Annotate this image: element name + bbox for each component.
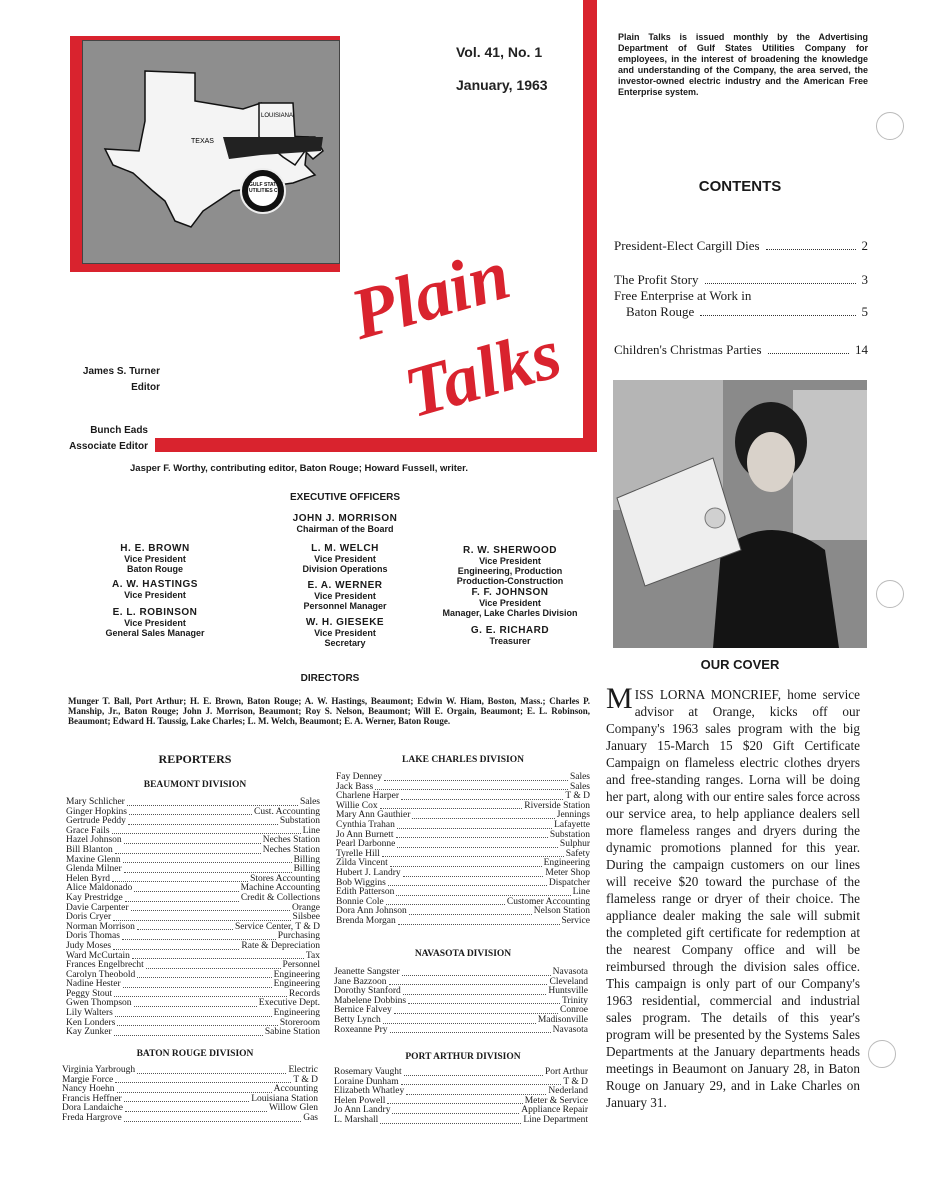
reporter-department: Orange [292, 902, 320, 913]
leader-dots [380, 1116, 521, 1124]
leader-dots [412, 811, 554, 819]
reporter-name: Gwen Thompson [66, 998, 132, 1009]
reporter-name: Fay Denney [336, 772, 383, 782]
reporter-name: Pearl Darbonne [336, 839, 396, 850]
executive-officers-heading: EXECUTIVE OFFICERS [289, 492, 400, 503]
reporter-name: Charlene Harper [336, 791, 400, 802]
svg-text:Talks: Talks [395, 312, 570, 430]
texas-louisiana-map-icon [83, 41, 339, 263]
reporter-department: Engineering [273, 969, 320, 980]
officer-subtitle: Manager, Lake Charles Division [442, 608, 578, 618]
reporter-name: Maxine Glenn [66, 854, 121, 865]
officers-left-column [90, 544, 220, 638]
map-label-texas: TEXAS [191, 138, 214, 145]
leader-dots [124, 865, 292, 873]
reporter-name: Carolyn Theobold [66, 969, 136, 980]
officer-title: Vice President [479, 598, 541, 608]
contents-item-title: The Profit Story [614, 272, 699, 287]
editor-block [40, 364, 160, 396]
leader-dots [409, 907, 532, 915]
reporter-department: Engineering [273, 979, 320, 990]
reporter-department: Credit & Collections [240, 892, 320, 903]
directors-list: Munger T. Ball, Port Arthur; H. E. Brown, Baton Rouge; A. W. Hastings, Beaumont; Edwin W. Hiam, Boston, Mass.; Charles P. Manship, Jr., Baton Rouge; John J. Morrison, Beaumont; Roy S. Nelson, Beaumont; Will E. Orgain, Beaumont; E. L. Robinson, Beaumont; Edward H. Taussig, Lake Charles; L. M. Welch, Beaumont; E. A. Werner, Baton Rouge. [68, 696, 590, 726]
reporter-name: Ginger Hopkins [66, 806, 127, 817]
reporter-name: L. Marshall [334, 1114, 379, 1125]
reporter-department: T & D [565, 791, 590, 802]
reporter-name: Rosemary Vaught [334, 1067, 402, 1077]
leader-dots [114, 1028, 263, 1036]
reporter-name: Bonnie Cole [336, 896, 384, 907]
leader-dots [137, 971, 271, 979]
officer-subtitle: Personnel Manager [303, 601, 387, 611]
port-arthur-roster [334, 1068, 588, 1126]
reporter-department: Billing [293, 864, 320, 875]
officer-title: Vice President [314, 591, 376, 601]
leader-dots [123, 980, 272, 988]
editor-title: Editor [131, 382, 160, 393]
contents-item-page: 2 [861, 238, 868, 253]
reporter-name: Tyrelle Hill [336, 848, 380, 859]
reporter-name: Loraine Dunham [334, 1076, 399, 1087]
reporter-department: Customer Accounting [506, 896, 590, 907]
reporter-department: Personnel [282, 960, 320, 971]
reporter-department: Electric [288, 1065, 318, 1075]
officer-entry [250, 618, 440, 648]
seal-text: GULF STATES UTILITIES CO. [249, 182, 283, 194]
reporter-name: Dora Landaiche [62, 1103, 123, 1114]
map-label-louisiana: LOUISIANA [261, 113, 294, 119]
reporter-department: Stores Accounting [250, 873, 320, 884]
red-frame-bottom [155, 438, 597, 452]
officer-title: Vice President [479, 556, 541, 566]
reporter-name: Lily Walters [66, 1008, 113, 1019]
reporter-name: Helen Powell [334, 1095, 386, 1106]
reporter-department: Appliance Repair [521, 1105, 588, 1116]
officer-subtitle: Baton Rouge [127, 564, 183, 574]
leader-dots [397, 840, 558, 848]
reporter-department: Records [288, 988, 320, 999]
reporter-row [334, 1116, 588, 1126]
port-arthur-division-heading: PORT ARTHUR DIVISION [405, 1052, 521, 1062]
reporter-department: Cust. Accounting [254, 806, 320, 817]
reporter-department: Gas [303, 1112, 318, 1123]
officer-name: W. H. GIESEKE [305, 617, 385, 628]
reporter-name: Jeanette Sangster [334, 967, 400, 977]
leader-dots [134, 884, 238, 892]
leader-dots [124, 836, 261, 844]
reporter-department: Trinity [561, 995, 588, 1006]
reporter-department: Storeroom [279, 1017, 320, 1028]
reporter-row [334, 1026, 588, 1036]
officer-subtitle: Secretary [324, 638, 366, 648]
reporter-department: Meter Shop [545, 867, 590, 878]
officer-name: A. W. HASTINGS [112, 579, 198, 590]
leader-dots [396, 888, 570, 896]
binder-hole-bottom [868, 1040, 896, 1068]
reporter-name: Doris Thomas [66, 931, 120, 942]
leader-dots [132, 952, 304, 960]
reporter-name: Kay Prestridge [66, 892, 123, 903]
reporter-row [336, 917, 590, 927]
reporter-department: Meter & Service [524, 1095, 588, 1106]
reporter-name: Hubert J. Landry [336, 867, 401, 878]
leader-dots [387, 1097, 522, 1105]
reporter-name: Bill Blanton [66, 844, 113, 855]
drop-cap: M [606, 682, 633, 715]
officer-subtitle: General Sales Manager [105, 628, 205, 638]
reporter-department: Sulphur [559, 839, 590, 850]
leader-dots [388, 879, 547, 887]
reporter-name: Nancy Hoehn [62, 1084, 115, 1095]
reporter-department: Louisiana Station [251, 1093, 318, 1104]
reporter-department: Willow Glen [269, 1103, 318, 1114]
reporter-department: Silsbee [292, 912, 320, 923]
reporter-department: Huntsville [548, 986, 588, 997]
reporter-name: Dora Ann Johnson [336, 906, 407, 917]
associate-editor-name: Bunch Eads [90, 425, 148, 436]
reporter-department: Nelson Station [533, 906, 590, 917]
associate-editor-block [40, 423, 148, 455]
leader-dots [127, 798, 298, 806]
leader-dots [403, 987, 547, 995]
reporter-department: Navasota [552, 967, 588, 977]
leader-dots [401, 792, 563, 800]
officer-name: F. F. JOHNSON [471, 587, 549, 598]
reporter-name: Freda Hargrove [62, 1112, 122, 1123]
reporter-name: Helen Byrd [66, 873, 111, 884]
leader-dots [128, 817, 278, 825]
leader-dots [131, 904, 291, 912]
reporter-department: Line [572, 887, 590, 898]
officer-name: G. E. RICHARD [470, 625, 550, 636]
reporter-department: Machine Accounting [240, 883, 320, 894]
leader-dots [134, 999, 257, 1007]
reporters-heading: REPORTERS [158, 752, 232, 766]
contents-item-page: 3 [861, 272, 868, 287]
reporter-name: Peggy Stout [66, 988, 113, 999]
officer-subtitle: Engineering, Production [457, 566, 563, 576]
lake-charles-roster [336, 773, 590, 927]
officer-entry [90, 608, 220, 638]
leader-dots [129, 808, 252, 816]
leader-dots [124, 1095, 250, 1103]
leader-dots [384, 773, 568, 781]
reporter-name: Jack Bass [336, 781, 374, 792]
contents-item-title-cont: Baton Rouge [626, 304, 695, 319]
leader-dots [403, 869, 544, 877]
reporter-department: Accounting [273, 1084, 318, 1095]
reporter-name: Mary Schlicher [66, 797, 125, 807]
reporter-department: Sales [569, 781, 590, 792]
reporter-department: Safety [565, 848, 590, 859]
officer-title: Chairman of the Board [296, 524, 394, 534]
leader-dots [394, 1006, 558, 1014]
contents-item-page: 14 [855, 342, 868, 357]
navasota-division-heading: NAVASOTA DIVISION [414, 949, 512, 959]
reporter-name: Jane Bazzoon [334, 976, 387, 987]
officer-title: Treasurer [489, 636, 531, 646]
officer-entry [90, 544, 220, 580]
svg-text:Plain: Plain [350, 233, 519, 355]
officer-name: H. E. BROWN [120, 543, 190, 554]
reporter-department: Dispatcher [548, 877, 590, 888]
reporter-department: Substation [279, 816, 320, 827]
reporter-name: Margie Force [62, 1074, 114, 1085]
reporter-department: Madisonville [537, 1014, 588, 1025]
leader-dots [146, 961, 281, 969]
reporter-name: Mabelene Dobbins [334, 995, 407, 1006]
reporter-department: Lafayette [554, 819, 590, 830]
red-frame-right [583, 0, 597, 450]
contents-list [614, 220, 868, 358]
officer-entry [430, 546, 590, 588]
leader-dots [382, 850, 564, 858]
leader-dots [115, 846, 261, 854]
reporter-department: T & D [293, 1074, 318, 1085]
leader-dots [390, 1026, 551, 1034]
reporter-department: Port Arthur [544, 1067, 588, 1077]
reporter-name: Norman Morrison [66, 921, 135, 932]
leader-dots [117, 1019, 278, 1027]
plain-talks-logo-icon [350, 220, 580, 430]
baton-rouge-division-heading: BATON ROUGE DIVISION [136, 1049, 254, 1059]
leader-dots [115, 1009, 272, 1017]
officer-entry [430, 588, 590, 626]
reporter-department: Neches Station [262, 835, 320, 846]
reporter-name: Jo Ann Landry [334, 1105, 391, 1116]
editor-name: James S. Turner [82, 366, 160, 377]
leader-dots [402, 968, 551, 976]
leader-dots [408, 997, 560, 1005]
reporter-name: Kay Zunker [66, 1027, 112, 1038]
woman-with-certificate-photo-icon [613, 380, 867, 648]
officer-entry [250, 544, 440, 581]
leader-dots [125, 1104, 267, 1112]
cover-photo [613, 380, 867, 648]
officers-center-column [250, 544, 440, 648]
reporter-name: Virginia Yarbrough [62, 1065, 136, 1075]
reporter-name: Alice Maldonado [66, 883, 133, 894]
reporter-name: Judy Moses [66, 940, 112, 951]
reporter-department: Service [561, 915, 590, 926]
reporter-department: Neches Station [262, 844, 320, 855]
contents-item-2[interactable] [614, 254, 868, 288]
reporter-name: Grace Fails [66, 825, 110, 836]
baton-rouge-roster [62, 1066, 318, 1124]
officer-subtitle: Division Operations [302, 564, 388, 574]
reporter-department: Billing [293, 854, 320, 865]
contents-item-page: 5 [861, 304, 868, 319]
reporter-name: Dorothy Stanford [334, 986, 401, 997]
leader-dots [137, 923, 233, 931]
binder-hole-top [876, 112, 904, 140]
reporter-name: Betty Lynch [334, 1014, 381, 1025]
officer-title: Vice President [124, 590, 186, 600]
contents-item-title: Free Enterprise at Work in [614, 288, 752, 303]
contents-item-title: Children's Christmas Parties [614, 342, 762, 357]
reporter-name: Doris Cryer [66, 912, 112, 923]
reporter-name: Elizabeth Whatley [334, 1086, 405, 1097]
contents-item-1[interactable] [614, 220, 868, 254]
leader-dots [390, 859, 542, 867]
reporter-name: Cynthia Trahan [336, 819, 395, 830]
directors-heading: DIRECTORS [300, 673, 360, 684]
officer-entry [430, 626, 590, 646]
issue-date: January, 1963 [456, 77, 548, 93]
reporter-department: Navasota [552, 1024, 588, 1035]
cover-story-text: ISS LORNA MONCRIEF, home service advisor at Orange, kicks off our Company's 1963 sales program with the big January 15-March 15 $20 Gift Certificate Campaign on flameless electric clothes dryers and free-standing ranges. Lorna will be doing her part, along with our entire sales force across our service area, to help appliance dealers sell more flameless ranges and dryers during the dynamic promotions planned for this year. During the campaign customers on our lines will receive $20 toward the purchase of the flameless range or dryer of their choice. The appliance dealer making the sale will submit the completed gift certificate for redemption at the nearest Company office and will be reimbursed through the division sales office. This campaign is only part of our Company's 1963 residential, commercial and industrial sales program. The details of this year's program will be presented by the Systems Sales Departments at the January departments heads meetings in Beaumont on January 28, in Baton Rouge on January 29, and in Lake Charles on January 31. [606, 687, 860, 1110]
reporter-row [62, 1114, 318, 1124]
contents-item-3[interactable] [614, 288, 868, 338]
reporter-department: T & D [563, 1076, 588, 1087]
officer-title: Vice President [124, 554, 186, 564]
officer-name: E. A. WERNER [307, 580, 383, 591]
reporter-name: Willie Cox [336, 800, 378, 811]
leader-dots [123, 856, 292, 864]
officer-entry [250, 581, 440, 618]
officers-right-column [430, 546, 590, 646]
reporter-name: Glenda Milner [66, 864, 122, 875]
reporter-department: Conroe [560, 1005, 588, 1016]
leader-dots [114, 990, 287, 998]
leader-dots [392, 1106, 519, 1114]
beaumont-roster [66, 798, 320, 1038]
reporter-name: Brenda Morgan [336, 915, 396, 926]
reporter-department: Tax [305, 950, 320, 961]
officer-title: Vice President [314, 554, 376, 564]
reporter-name: Bernice Falvey [334, 1005, 392, 1016]
reporter-department: Nederland [548, 1086, 588, 1097]
leader-dots [406, 1087, 546, 1095]
officer-name: JOHN J. MORRISON [292, 513, 398, 524]
reporter-name: Mary Ann Gauthier [336, 810, 411, 821]
reporter-name: Hazel Johnson [66, 835, 122, 846]
reporter-name: Bob Wiggins [336, 877, 386, 888]
officer-chairman [230, 514, 460, 534]
lake-charles-division-heading: LAKE CHARLES DIVISION [402, 755, 524, 765]
leader-dots [112, 827, 301, 835]
reporter-department: Line Department [523, 1114, 588, 1125]
reporter-name: Nadine Hester [66, 979, 121, 990]
reporter-department: Engineering [273, 1008, 320, 1019]
contributors-line: Jasper F. Worthy, contributing editor, Baton Rouge; Howard Fussell, writer. [130, 463, 468, 474]
officer-title: Vice President [124, 618, 186, 628]
leader-dots [401, 1078, 562, 1086]
officer-name: L. M. WELCH [311, 543, 379, 554]
leader-dots [375, 783, 568, 791]
reporter-name: Jo Ann Burnett [336, 829, 394, 840]
leader-dots [122, 932, 276, 940]
about-blurb: Plain Talks is issued monthly by the Advertising Department of Gulf States Utilities Company for employees, in the interest of broadening the knowledge and understanding of the Company, the area served, the investor-owned electric industry and the American Free Enterprise system. [618, 32, 868, 97]
reporter-department: Substation [549, 829, 590, 840]
leader-dots [115, 1076, 291, 1084]
reporter-department: Sales [569, 772, 590, 782]
contents-item-4[interactable] [614, 338, 868, 358]
our-cover-heading: OUR COVER [700, 657, 780, 672]
leader-dots [397, 821, 552, 829]
reporter-department: Rate & Depreciation [241, 940, 320, 951]
reporter-department: Service Center, T & D [234, 921, 320, 932]
leader-dots [380, 802, 523, 810]
reporter-department: Executive Dept. [258, 998, 320, 1009]
associate-editor-title: Associate Editor [69, 441, 148, 452]
reporter-department: Riverside Station [524, 800, 590, 811]
leader-dots [117, 1085, 272, 1093]
binder-hole-middle [876, 580, 904, 608]
leader-dots [125, 894, 239, 902]
reporter-name: Davie Carpenter [66, 902, 129, 913]
plain-talks-logo [350, 220, 580, 430]
contents-item-title: President-Elect Cargill Dies [614, 238, 760, 253]
reporter-name: Gertrude Peddy [66, 816, 126, 827]
leader-dots [404, 1068, 543, 1076]
leader-dots [398, 917, 560, 925]
reporter-name: Francis Heffner [62, 1093, 122, 1104]
officer-name: E. L. ROBINSON [112, 607, 198, 618]
leader-dots [389, 978, 548, 986]
reporter-department: Line [302, 825, 320, 836]
reporter-department: Engineering [543, 858, 590, 869]
reporter-name: Zilda Vincent [336, 858, 388, 869]
officer-title: Vice President [314, 628, 376, 638]
leader-dots [137, 1066, 286, 1074]
reporter-row [336, 773, 590, 783]
contents-heading: CONTENTS [698, 178, 782, 195]
leader-dots [124, 1114, 302, 1122]
leader-dots [113, 913, 290, 921]
cover-story [606, 682, 860, 1111]
reporter-name: Edith Patterson [336, 887, 395, 898]
reporter-department: Cleveland [549, 976, 588, 987]
reporter-department: Jennings [556, 810, 590, 821]
reporter-name: Frances Engelbrecht [66, 960, 144, 971]
navasota-roster [334, 968, 588, 1035]
reporter-department: Sabine Station [264, 1027, 320, 1038]
reporter-department: Purchasing [277, 931, 320, 942]
leader-dots [383, 1016, 536, 1024]
officer-entry [90, 580, 220, 608]
leader-dots [396, 831, 548, 839]
volume-number: Vol. 41, No. 1 [456, 44, 543, 60]
reporter-name: Ward McCurtain [66, 950, 130, 961]
beaumont-division-heading: BEAUMONT DIVISION [143, 780, 247, 790]
leader-dots [386, 898, 505, 906]
service-area-map [82, 40, 340, 264]
reporter-name: Roxeanne Pry [334, 1024, 388, 1035]
officer-subtitle: Production-Construction [456, 576, 564, 586]
reporter-name: Ken Londers [66, 1017, 116, 1028]
leader-dots [113, 942, 239, 950]
reporter-row [66, 1028, 320, 1038]
reporter-department: Sales [299, 797, 320, 807]
officer-name: R. W. SHERWOOD [462, 545, 558, 556]
leader-dots [112, 875, 248, 883]
